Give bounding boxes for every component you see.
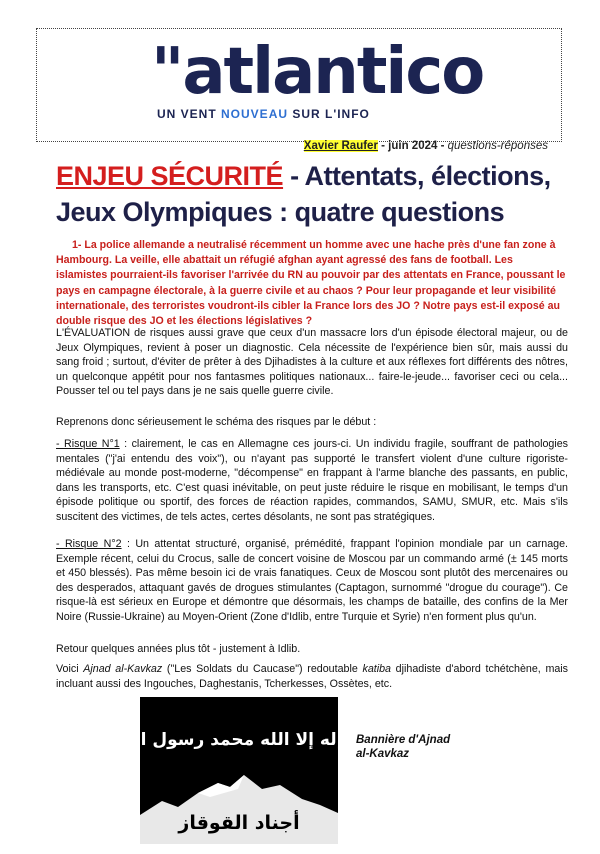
paragraph-ajnad [56,662,568,691]
risk-1-label: - Risque N°1 [56,438,120,450]
banner-caption: Bannière d'Ajnad al-Kavkaz [356,734,451,760]
logo-tagline [157,107,370,121]
ajnad-banner-image [116,697,362,844]
paragraph-schema: Reprenons donc sérieusement le schéma des risques par le début : [56,416,377,428]
byline [304,140,548,152]
publication-date: juin 2024 [388,140,438,152]
paragraph-idlib: Retour quelques années plus tôt - justement à Idlib. [56,643,301,655]
banner-graphic [116,697,362,844]
paragraph-risk-2 [56,537,568,625]
title-highlight: ENJEU SÉCURITÉ [56,161,284,191]
byline-separator: - [377,140,389,152]
tagline-start: UN VENT [157,107,222,121]
katiba-term: katiba [362,663,391,675]
ajnad-text-b: ("Les Soldats du Caucase") redoutable [162,663,363,675]
article-kind: questions-réponses [447,140,548,152]
risk-2-label: - Risque N°2 [56,538,122,550]
byline-separator: - [437,140,448,152]
ajnad-text-a: Voici [56,663,84,675]
banner-group-name: أجناد القوقاز [178,812,300,834]
tagline-highlight: NOUVEAU [221,107,289,121]
author-name: Xavier Raufer [303,140,378,152]
risk-1-text: : clairement, le cas en Allemagne ces jours-ci. Un individu fragile, souffrant de pathologies mentales ("j'ai entendu des voix"), ou n'ayant pas supporté le transfert violent d'une culture rigoriste-médiévale au monde post-moderne, "décompense" en frappant à l'arme blanche des passants, en public, dans les transports, etc. C'est quasi inévitable, on peut juste réduire le risque en mobilisant, le temps d'un épisode politique ou sportif, des forces de réaction rapides, commandos, SAMU, SMUR, etc. Mais s'ils suscitent des victimes, de tels actes, certes désolants, ne sont pas stratégiques. [56,438,569,523]
risk-2-text: : Un attentat structuré, organisé, prémédité, frappant l'opinion mondiale par un carnage. Exemple récent, celui du Crocus, salle de concert voisine de Moscou par un commando armé (± 145 morts et 450 blessés). Pas même besoin ici de vrais fanatiques. Ceux de Moscou sont plutôt des mercenaires ou des desperados, attaquant gavés de drogues stimulantes (Captagon, surnommé "drogue du courage"). Ce risque-là est sérieux en Europe et démontre que désormais, les champs de bataille, des confins de la Mer Noire (Russie-Ukraine) au Moyen-Orient (Zone d'Idlib, entre Turquie et Syrie) n'en forment plus qu'un. [56,538,568,623]
title-rest: - Attentats, élections, Jeux Olympiques : quatre questions [56,161,551,227]
ajnad-text-c: djihadiste d'abord tchétchène, mais incluant aussi des Ingouches, Daghestanis, Tcherkesses, Ossètes, etc. [56,663,569,690]
article-title [56,158,576,230]
paragraph-intro: L'ÉVALUATION de risques aussi grave que ceux d'un massacre lors d'un épisode électoral majeur, ou de Jeux Olympiques, revient à poser un diagnostic. Cela nécessite de l'expérience bien sûr, mais aussi du sang froid ; surtout, d'éviter de prêter à des Djihadistes à la culture et aux réflexes fort différents des nôtres, un quelconque appétit pour nos fantasmes politiques nationaux... faire-le-jeude... favoriser ceci ou cela... Pousser tel ou tel pays dans je ne sais quelle guerre civile. [56,327,568,398]
question-1: 1- La police allemande a neutralisé récemment un homme avec une hache près d'une fan zone à Hambourg. La veille, elle abattait un réfugié afghan ayant agressé des fans de football. Les islamistes pourraient-ils favoriser l'arrivée du RN au pouvoir par des attentats en France, poussant le pays en campagne électorale, à la guerre civile et au chaos ? Pour leur propagande et leur visibilité internationale, des terroristes voudront-ils cibler la France lors des JO ? Notre pays est-il exposé au double risque des JO et les élections législatives ? [56,239,566,328]
atlantico-logo: "atlantico [151,35,484,109]
banner-shahada: لا إله إلا الله محمد رسول الله [116,730,362,750]
ajnad-name: Ajnad al-Kavkaz [83,663,163,675]
paragraph-risk-1 [56,437,568,525]
tagline-end: SUR L'INFO [288,107,370,121]
masthead [36,28,562,142]
